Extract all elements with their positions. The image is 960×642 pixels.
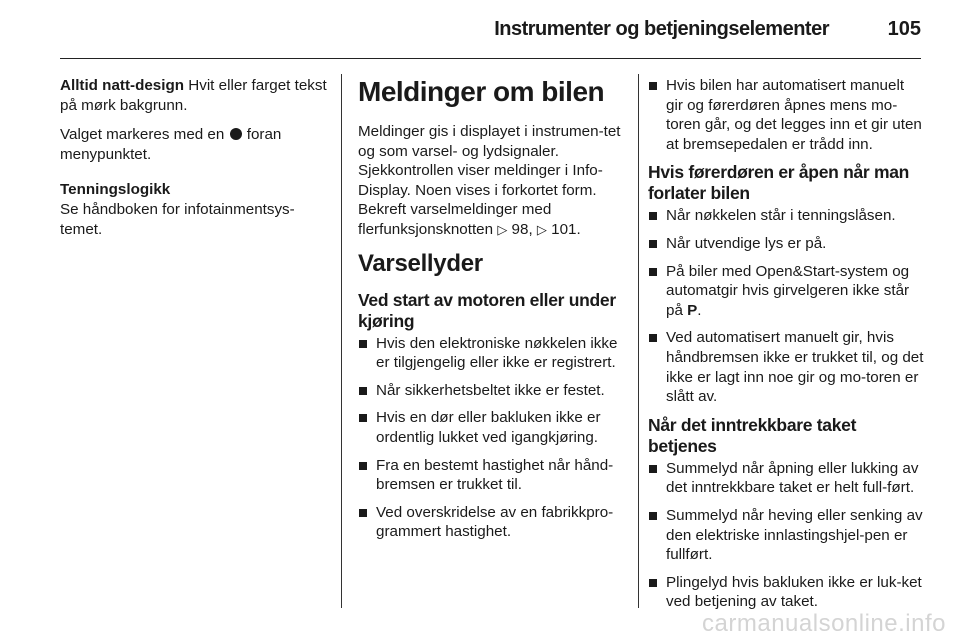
retractable-roof-list <box>648 459 924 612</box>
list-item-text-end: . <box>697 301 702 319</box>
column-2 <box>358 76 626 550</box>
section-heading: Meldinger om bilen <box>358 76 605 107</box>
list-item <box>648 459 924 498</box>
ignition-logic-text: Se håndboken for infotainmentsys-temet. <box>60 200 295 238</box>
bullet-square-icon <box>359 414 367 422</box>
list-item-text: Ved overskridelse av en fabrikkpro-grammert hastighet. <box>376 503 614 541</box>
intro-text: Meldinger gis i displayet i instrumen-tet og som varsel- og lydsignaler. Sjekkontrollen viser meldinger i Info-Display. Noen vises i forkortet form. Bekreft varselmeldinger med flerfunksjonsknotten <box>358 123 621 238</box>
driver-door-open-heading: Hvis førerdøren er åpen når man forlater bilen <box>648 162 910 204</box>
night-design-text: Hvit eller farget tekst på mørk bakgrunn. <box>60 77 327 114</box>
bullet-square-icon <box>649 334 657 342</box>
bullet-square-icon <box>649 82 657 90</box>
ignition-logic-heading: Tenningslogikk <box>60 181 171 199</box>
header-title: Instrumenter og betjeningselementer <box>494 18 829 40</box>
bullet-square-icon <box>359 340 367 348</box>
list-item <box>358 503 626 542</box>
page-ref-1[interactable]: 98 <box>511 220 529 238</box>
list-item-text: Når nøkkelen står i tenningslåsen. <box>666 207 896 225</box>
driver-door-list <box>648 206 924 406</box>
reference-arrow-icon: ▷ <box>536 221 547 237</box>
bullet-square-icon <box>649 212 657 220</box>
ignition-logic-paragraph <box>60 180 330 239</box>
list-item-text: Summelyd når heving eller senking av den elektriske innlastingshjel-pen er fullført. <box>666 506 923 564</box>
intro-paragraph: Meldinger gis i displayet i instrumen-tet og som varsel- og lydsignaler. Sjekkontrollen viser meldinger i Info-Display. Noen vises i forkortet form. Bekreft varselmeldinger med flerfunksjonsknotten ▷ 98, ▷ 101. <box>358 123 621 238</box>
filled-circle-icon <box>230 128 242 140</box>
warning-sounds-heading: Varsellyder <box>358 249 483 277</box>
list-item-text: Plingelyd hvis bakluken ikke er luk-ket ved betjening av taket. <box>666 573 922 611</box>
engine-start-subheading: Ved start av motoren eller under kjøring <box>358 289 616 331</box>
list-item <box>648 262 924 321</box>
selection-paragraph <box>60 125 330 164</box>
column-divider-2 <box>638 74 639 608</box>
bullet-square-icon <box>359 387 367 395</box>
bullet-square-icon <box>649 268 657 276</box>
header-rule <box>60 58 921 59</box>
column-divider-1 <box>341 74 342 608</box>
night-design-paragraph <box>60 76 330 115</box>
list-item-text: Ved automatisert manuelt gir, hvis håndbremsen ikke er trukket til, og det ikke er lagt inn noe gir og mo-toren er slått av. <box>666 329 924 406</box>
page-header <box>60 18 921 46</box>
list-item <box>358 381 626 401</box>
list-item-text: Hvis den elektroniske nøkkelen ikke er tilgjengelig eller ikke er registrert. <box>376 334 618 372</box>
list-item <box>358 456 626 495</box>
list-item <box>648 234 924 254</box>
column-1 <box>60 76 330 249</box>
page-ref-2[interactable]: 101 <box>551 220 577 238</box>
list-item <box>358 408 626 447</box>
watermark: carmanualsonline.info <box>702 610 946 637</box>
list-item <box>648 573 924 612</box>
list-item <box>648 76 924 154</box>
bullet-square-icon <box>359 462 367 470</box>
bullet-square-icon <box>649 579 657 587</box>
bullet-square-icon <box>359 509 367 517</box>
list-item-text: Hvis en dør eller bakluken ikke er ordentlig lukket ved igangkjøring. <box>376 409 601 446</box>
list-item <box>648 506 924 565</box>
list-item-text: Når utvendige lys er på. <box>666 234 827 252</box>
column-3 <box>648 76 924 620</box>
list-item-text: Fra en bestemt hastighet når hånd-bremsen er trukket til. <box>376 456 614 494</box>
list-item <box>358 334 626 373</box>
page-number: 105 <box>887 18 921 40</box>
bullet-square-icon <box>649 465 657 473</box>
selection-text-before: Valget markeres med en <box>60 126 229 144</box>
bullet-square-icon <box>649 512 657 520</box>
list-item <box>648 328 924 406</box>
bullet-square-icon <box>649 240 657 248</box>
reference-arrow-icon: ▷ <box>497 221 508 237</box>
list-item <box>648 206 924 226</box>
list-item-text: Hvis bilen har automatisert manuelt gir og førerdøren åpnes mens mo-toren går, og det legges inn et gir uten at bremsepedalen er trådd inn. <box>666 77 922 153</box>
list-item-text: På biler med Open&Start-system og automatgir hvis girvelgeren ikke står på <box>666 262 910 319</box>
night-design-term: Alltid natt-design <box>60 77 185 94</box>
selection-text-after: foran menypunktet. <box>60 126 282 163</box>
automated-gear-list <box>648 76 924 154</box>
list-item-text: Summelyd når åpning eller lukking av det inntrekkbare taket er helt full-ført. <box>666 459 919 497</box>
retractable-roof-heading: Når det inntrekkbare taket betjenes <box>648 414 857 456</box>
warning-sounds-list <box>358 334 626 542</box>
gear-position-p: P <box>687 301 698 319</box>
list-item-text: Når sikkerhetsbeltet ikke er festet. <box>376 381 605 399</box>
